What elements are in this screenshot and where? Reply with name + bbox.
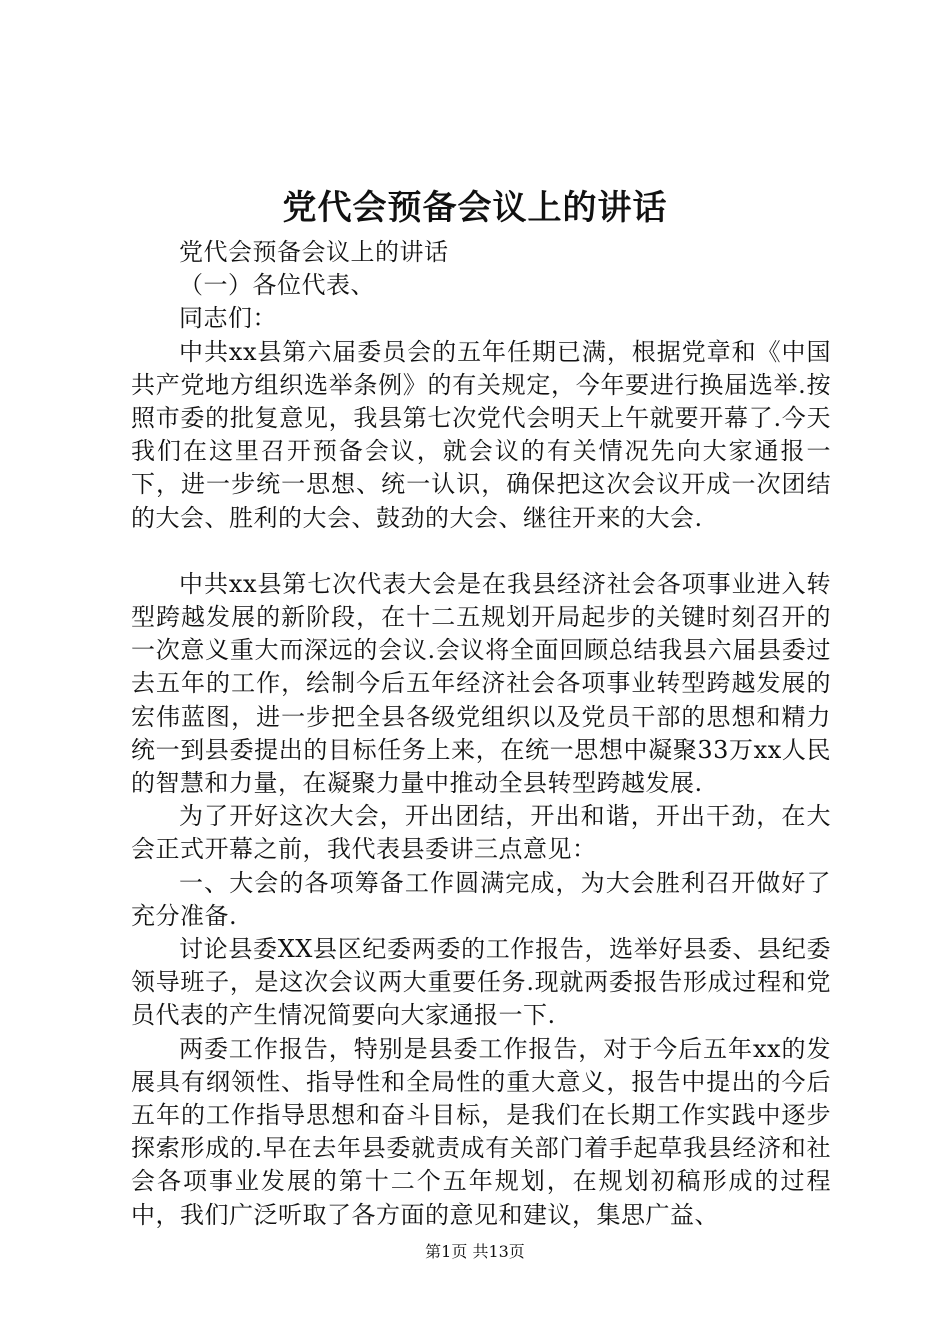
document-title: 党代会预备会议上的讲话	[282, 188, 668, 228]
paragraph-body: 一、大会的各项筹备工作圆满完成，为大会胜利召开做好了充分准备.	[131, 868, 831, 930]
paragraph-body: 为了开好这次大会，开出团结，开出和谐，开出干劲，在大会正式开幕之前，我代表县委讲三点意见：	[131, 802, 831, 864]
paragraph-salutation: 同志们：	[179, 304, 277, 333]
paragraph-body: 讨论县委XX县区纪委两委的工作报告，选举好县委、县纪委领导班子，是这次会议两大重要任务.现就两委报告形成过程和党员代表的产生情况简要向大家通报一下.	[131, 935, 831, 1030]
document-body	[131, 236, 831, 1232]
paragraph-section-heading: （一）各位代表、	[179, 271, 375, 300]
paragraph-body: 两委工作报告，特别是县委工作报告，对于今后五年xx的发展具有纲领性、指导性和全局性的重大意义，报告中提出的今后五年的工作指导思想和奋斗目标，是我们在长期工作实践中逐步探索形成的.早在去年县委就责成有关部门着手起草我县经济和社会各项事业发展的第十二个五年规划，在规划初稿形成的过程中，我们广泛听取了各方面的意见和建议，集思广益、	[131, 1034, 831, 1229]
paragraph-body: 中共xx县第七次代表大会是在我县经济社会各项事业进入转型跨越发展的新阶段，在十二五规划开局起步的关键时刻召开的一次意义重大而深远的会议.会议将全面回顾总结我县六届县委过去五年的工作，绘制今后五年经济社会各项事业转型跨越发展的宏伟蓝图，进一步把全县各级党组织以及党员干部的思想和精力统一到县委提出的目标任务上来，在统一思想中凝聚33万xx人民的智慧和力量，在凝聚力量中推动全县转型跨越发展.	[131, 569, 831, 798]
page-number-footer: 第1页 共13页	[425, 1242, 525, 1261]
paragraph-subtitle: 党代会预备会议上的讲话	[179, 238, 449, 266]
paragraph-body: 中共xx县第六届委员会的五年任期已满，根据党章和《中国共产党地方组织选举条例》的有关规定，今年要进行换届选举.按照市委的批复意见，我县第七次党代会明天上午就要开幕了.今天我们在这里召开预备会议，就会议的有关情况先向大家通报一下，进一步统一思想、统一认识，确保把这次会议开成一次团结的大会、胜利的大会、鼓劲的大会、继往开来的大会.	[131, 337, 831, 532]
